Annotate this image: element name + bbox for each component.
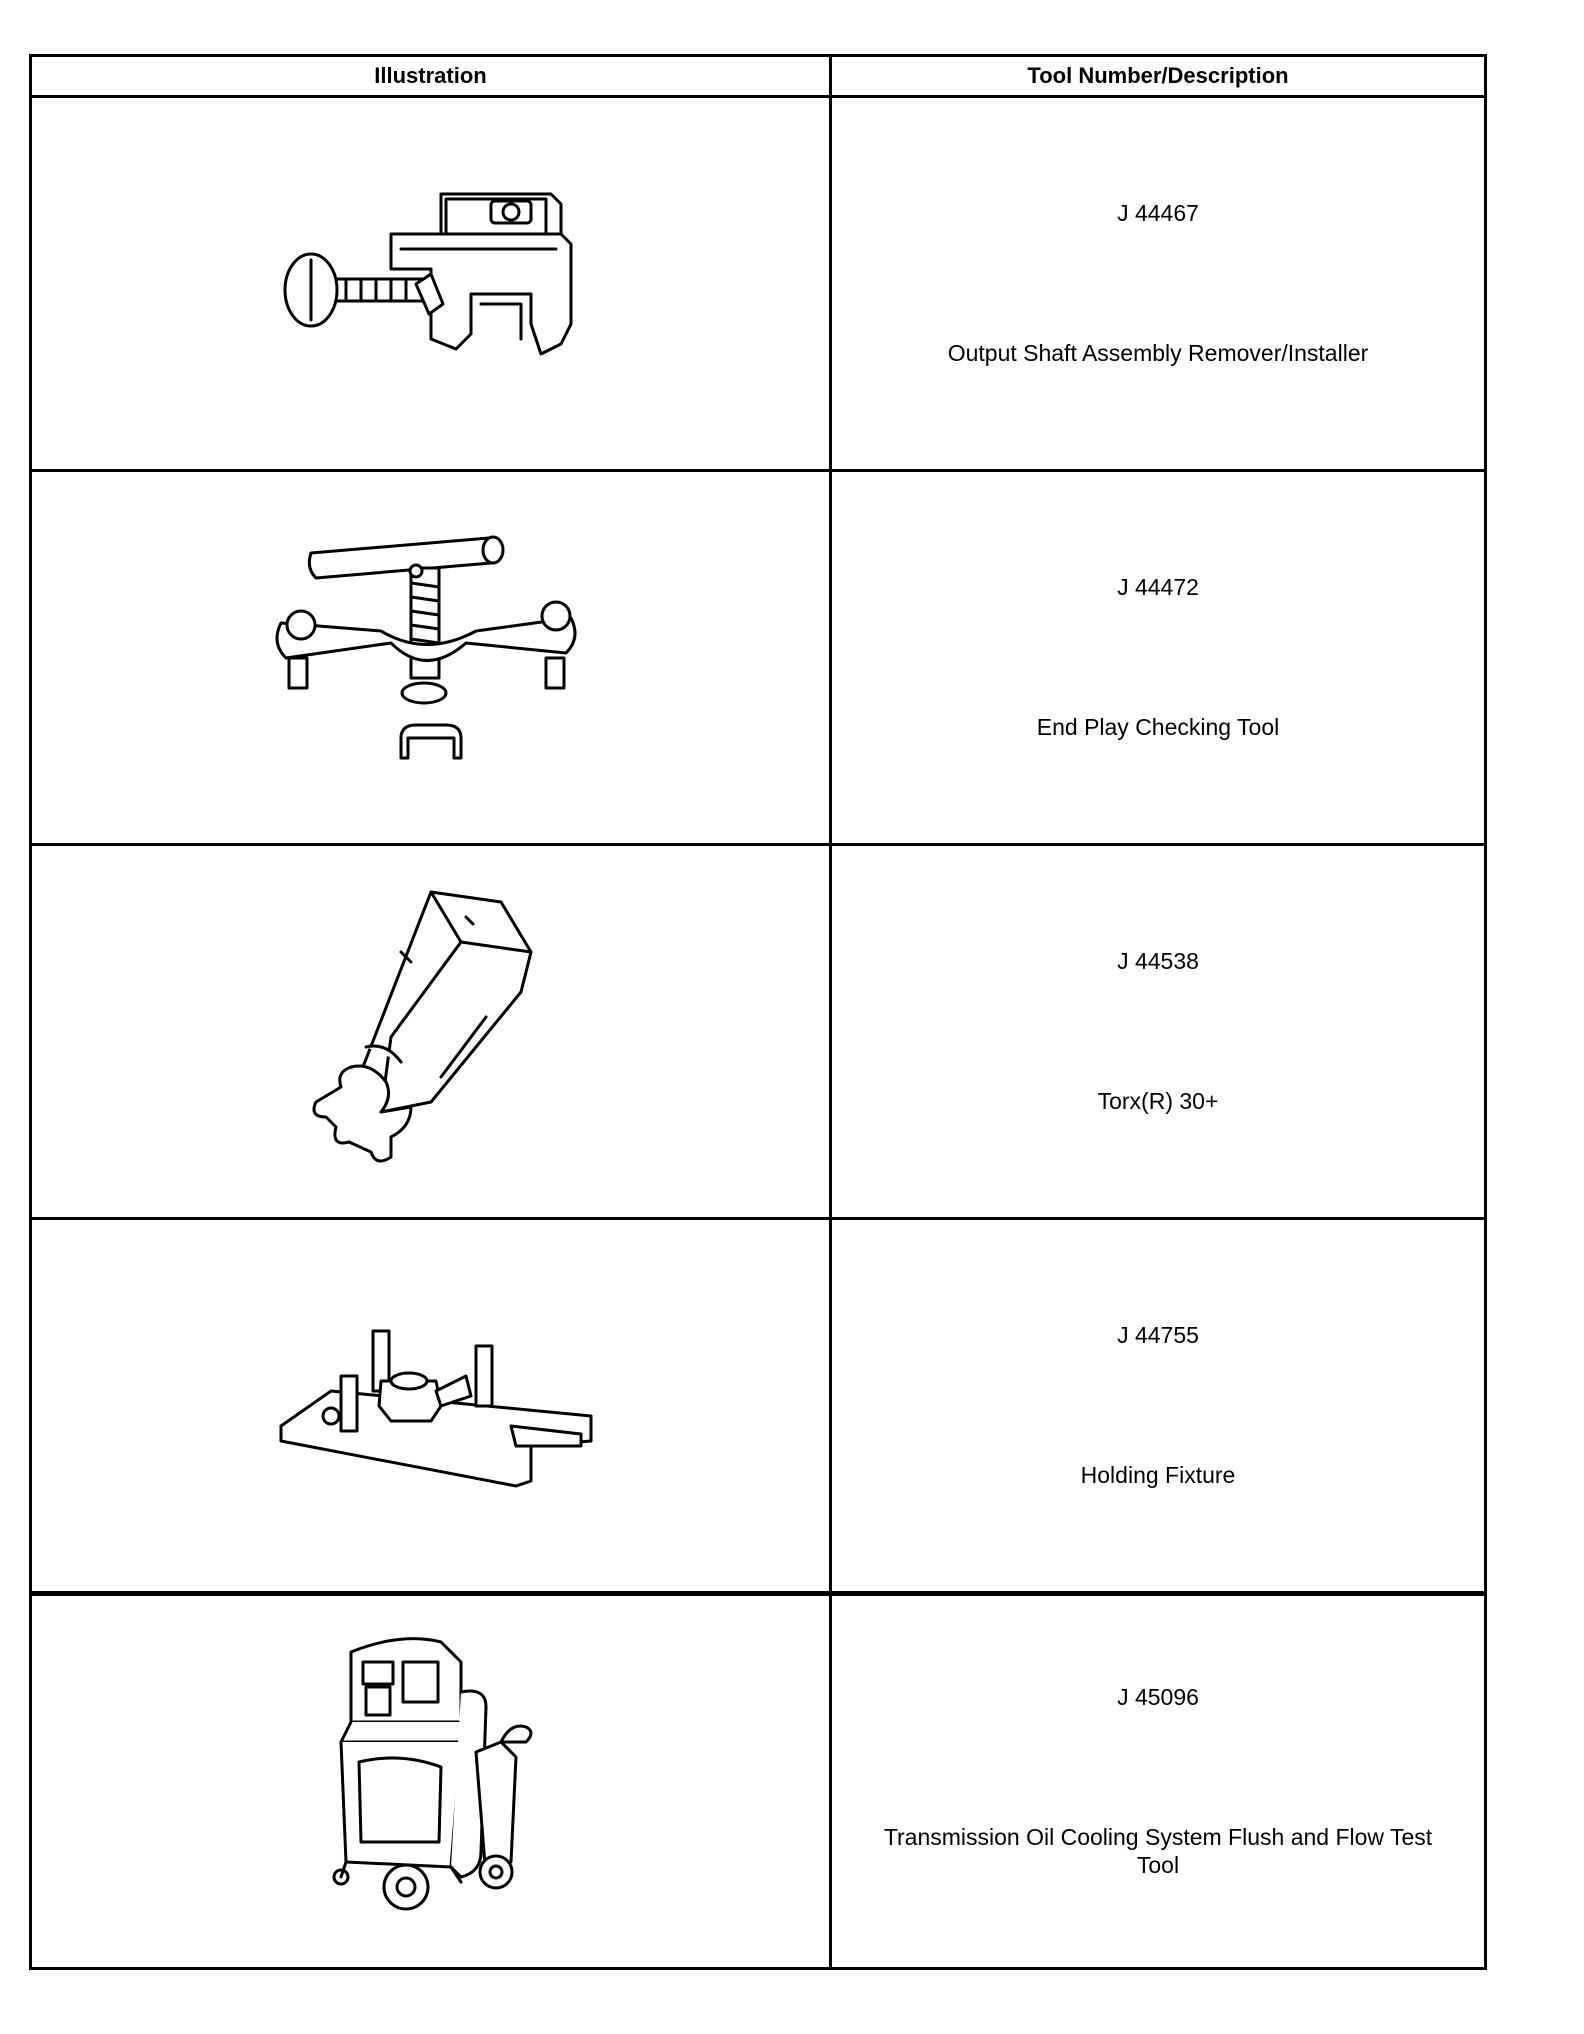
table-row [31, 1219, 1486, 1594]
end-play-checking-tool-icon [261, 513, 601, 803]
tool-description: Transmission Oil Cooling System Flush and Flow Test Tool [883, 1824, 1433, 1878]
tool-number: J 44472 [1117, 574, 1199, 600]
tool-description: Torx(R) 30+ [1097, 1088, 1219, 1114]
table-row [31, 845, 1486, 1219]
tool-cell [831, 97, 1486, 471]
tool-cell [831, 1219, 1486, 1594]
holding-fixture-icon [261, 1306, 601, 1506]
output-shaft-remover-installer-icon [271, 174, 591, 394]
illustration-cell [31, 845, 831, 1219]
illustration-cell [31, 1594, 831, 1969]
table-row [31, 97, 1486, 471]
illustration-cell [31, 97, 831, 471]
illustration-cell [31, 1219, 831, 1594]
header-row [31, 56, 1486, 97]
torx-bit-icon [281, 872, 581, 1192]
tool-description: Output Shaft Assembly Remover/Installer [947, 340, 1369, 366]
tool-number: J 44755 [1117, 1322, 1199, 1348]
tool-header: Tool Number/Description [831, 56, 1486, 97]
tool-cell [831, 845, 1486, 1219]
tool-description: End Play Checking Tool [1036, 714, 1280, 740]
tool-number: J 45096 [1117, 1684, 1199, 1710]
tool-number: J 44467 [1117, 200, 1199, 226]
illustration-header: Illustration [31, 56, 831, 97]
tool-cell [831, 471, 1486, 845]
special-tools-table [29, 54, 1487, 1970]
table-row [31, 1594, 1486, 1969]
illustration-cell [31, 471, 831, 845]
table-row [31, 471, 1486, 845]
tool-description: Holding Fixture [1080, 1462, 1236, 1488]
tool-number: J 44538 [1117, 948, 1199, 974]
flush-flow-test-machine-icon [311, 1632, 551, 1932]
tool-cell [831, 1594, 1486, 1969]
